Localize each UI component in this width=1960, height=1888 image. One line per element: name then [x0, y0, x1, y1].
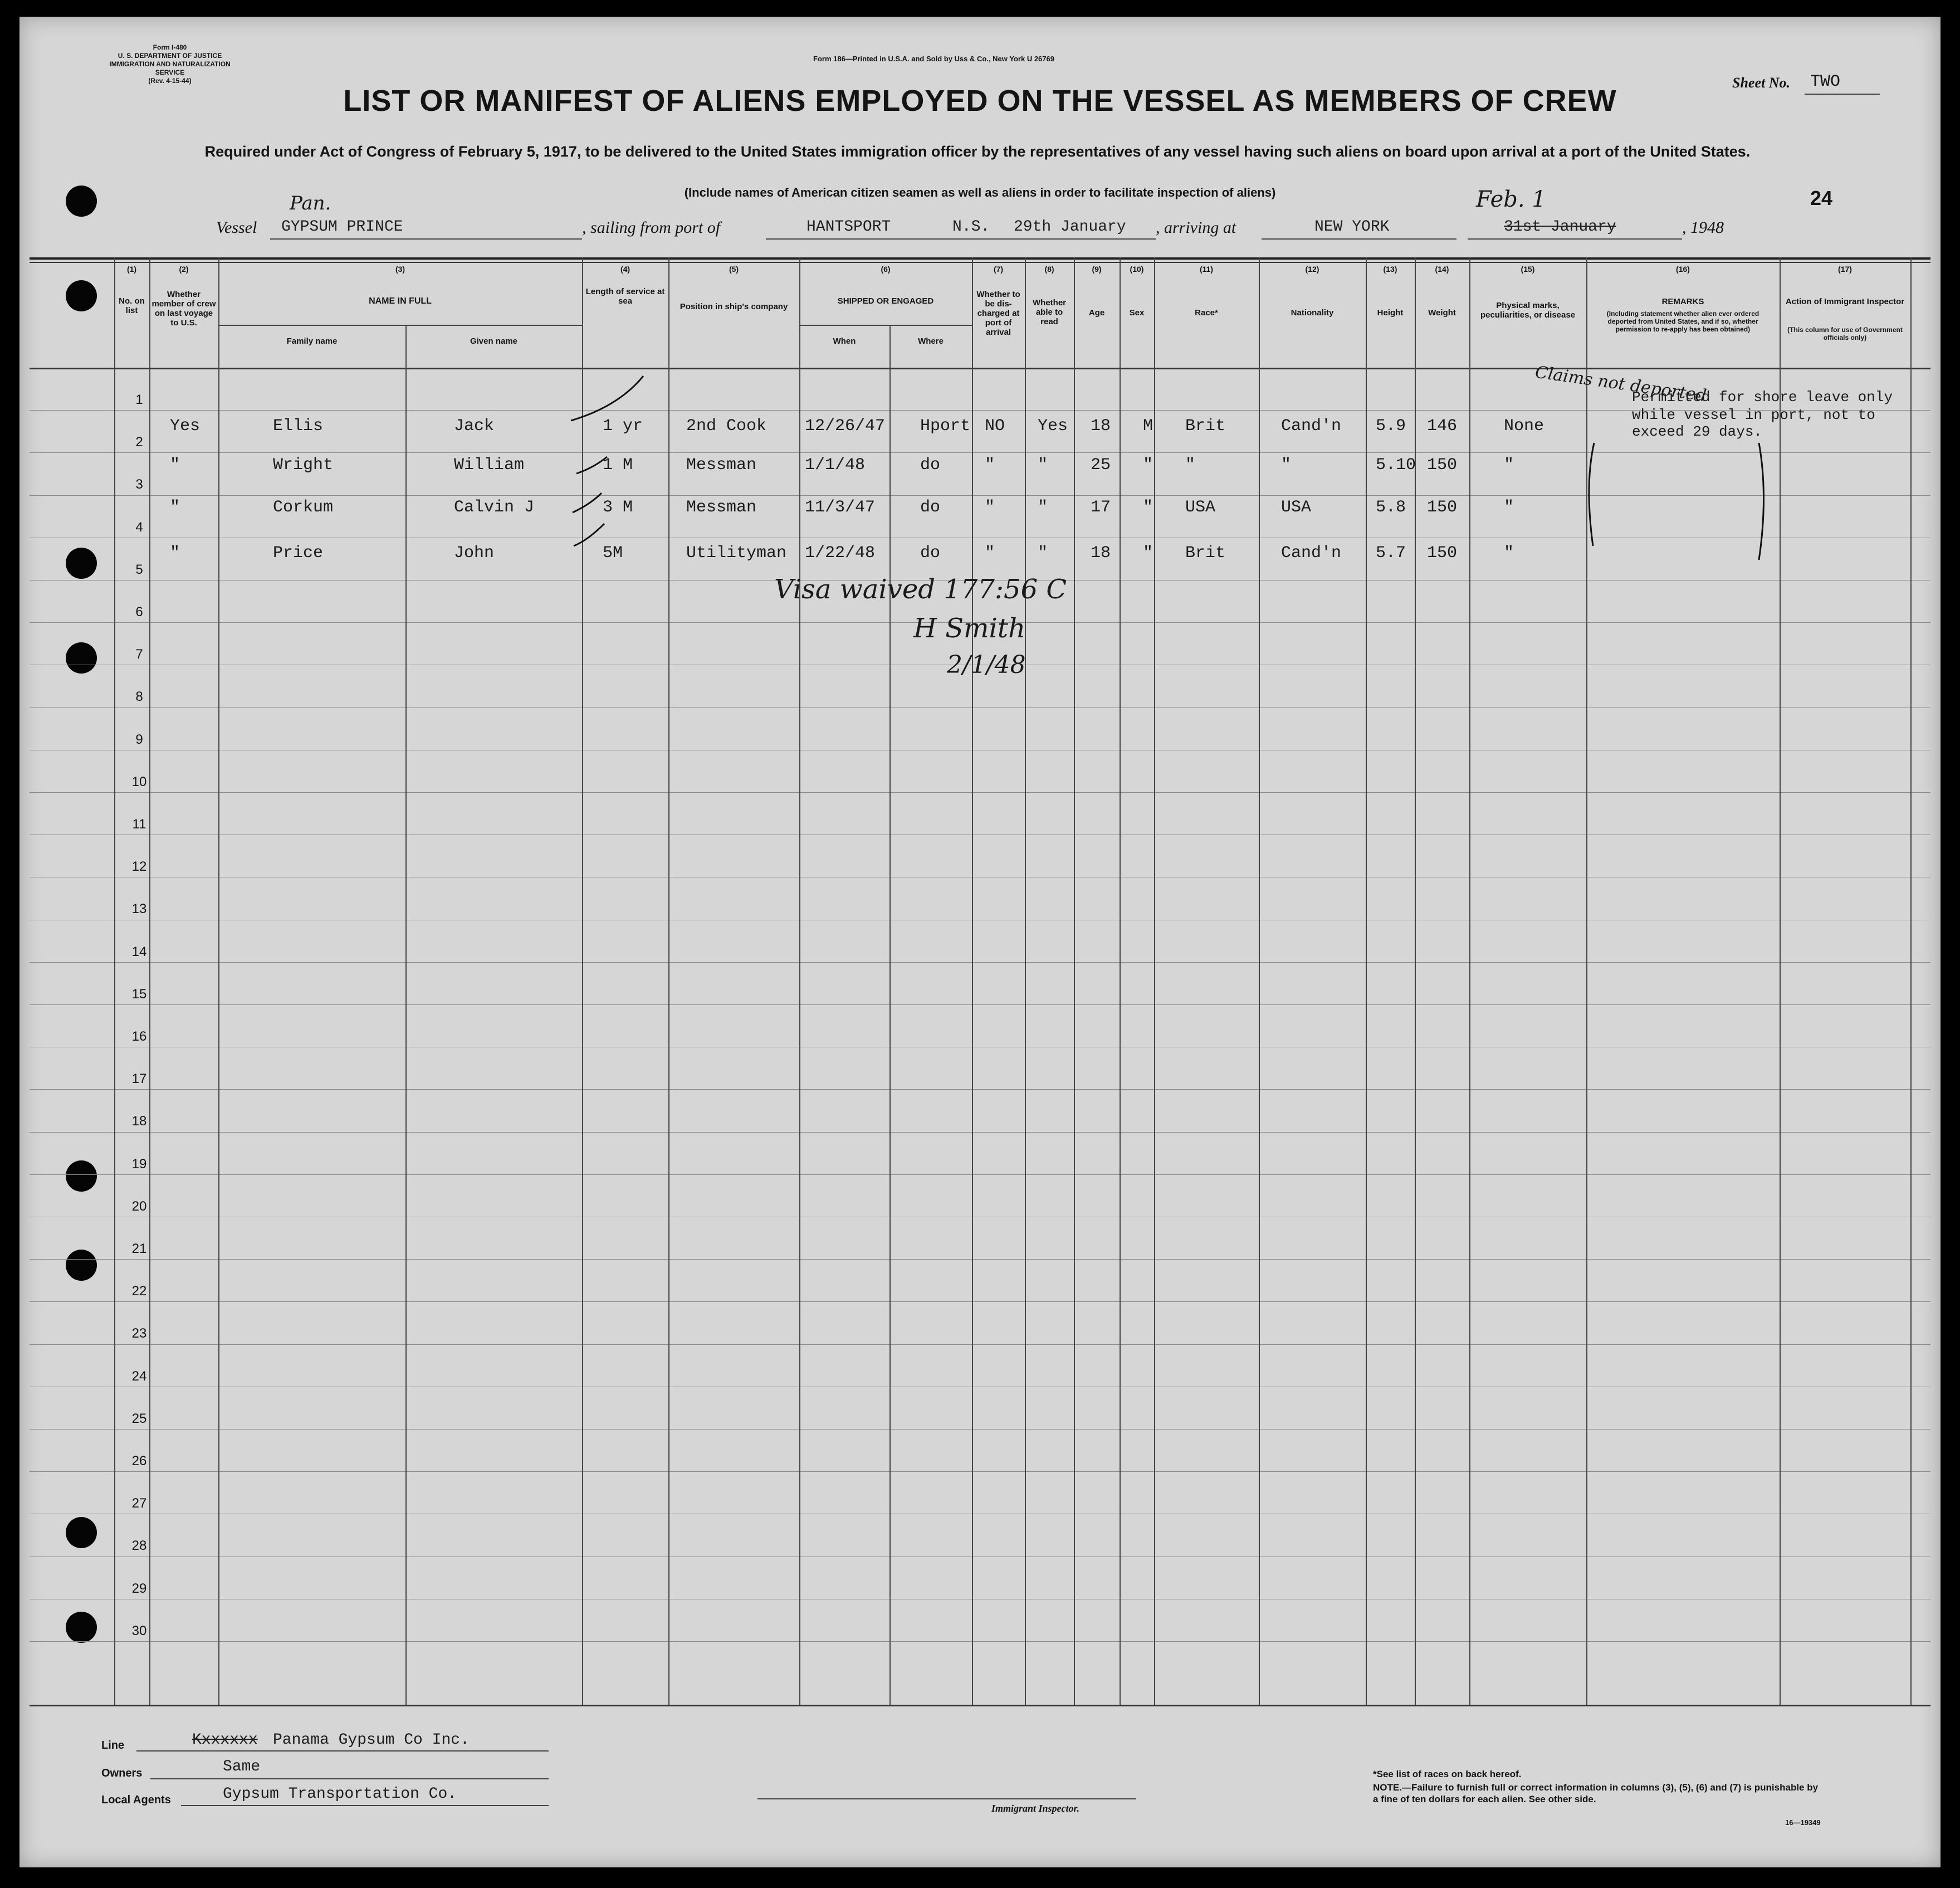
- column-number: (3): [395, 265, 405, 274]
- row-number: 28: [131, 1538, 147, 1553]
- column-number: (10): [1130, 265, 1144, 274]
- row-number: 19: [131, 1157, 147, 1172]
- col-where: Where: [918, 336, 944, 346]
- row-number: 14: [131, 944, 147, 959]
- visa-note: Visa waived 177:56 C: [774, 574, 1067, 605]
- crew-position: Messman: [686, 456, 757, 475]
- col-name-in-full: NAME IN FULL: [369, 296, 432, 306]
- punch-hole: [66, 548, 97, 579]
- form-id-block: [103, 43, 237, 85]
- row-number: 22: [131, 1284, 147, 1299]
- column-header: Whether to be dis-charged at port of arrival: [976, 290, 1020, 337]
- crew-marks: ": [1504, 498, 1514, 517]
- line-label: Line: [101, 1739, 125, 1752]
- vessel-hand-note: Pan.: [290, 192, 331, 214]
- crew-nationality: Cand'n: [1281, 417, 1342, 436]
- crew-age: 18: [1091, 544, 1111, 563]
- form-id-line: U. S. DEPARTMENT OF JUSTICE: [118, 52, 222, 60]
- crew-read: ": [1038, 456, 1048, 475]
- row-number: 1: [135, 392, 143, 407]
- owners-value: Same: [223, 1758, 261, 1775]
- col-inspector-note: (This column for use of Government officials only): [1787, 326, 1903, 342]
- crew-where: do: [920, 456, 941, 475]
- visa-date: 2/1/48: [947, 651, 1026, 679]
- crew-when: 12/26/47: [805, 417, 886, 436]
- column-number: (1): [126, 265, 137, 274]
- sheet-no-value: TWO: [1810, 72, 1841, 91]
- col-shipped-engaged: SHIPPED OR ENGAGED: [837, 296, 934, 306]
- page-number: 24: [1810, 187, 1833, 209]
- row-number: 30: [131, 1623, 147, 1638]
- crew-weight: 150: [1427, 544, 1458, 563]
- crew-race: Brit: [1185, 417, 1226, 436]
- crew-service: 1 yr: [603, 417, 643, 436]
- punch-hole: [66, 1517, 97, 1548]
- punch-hole: [66, 642, 97, 674]
- column-number: (5): [729, 265, 739, 274]
- row-number: 24: [131, 1369, 147, 1384]
- visa-signature: H Smith: [913, 613, 1026, 644]
- remarks-line: Permitted for shore leave only: [1632, 389, 1893, 406]
- crew-last-voyage: Yes: [170, 417, 201, 436]
- row-number: 3: [135, 477, 143, 492]
- col-family-name: Family name: [286, 336, 338, 346]
- crew-height: 5.8: [1376, 498, 1406, 517]
- crew-sex: ": [1143, 456, 1153, 475]
- form-code: 16—19349: [1785, 1818, 1821, 1827]
- remarks-line: while vessel in port, not to: [1632, 407, 1875, 423]
- column-number: (14): [1435, 265, 1449, 274]
- column-number: (13): [1383, 265, 1397, 274]
- crew-read: ": [1038, 544, 1048, 563]
- row-number: 13: [131, 901, 147, 916]
- column-number: (12): [1305, 265, 1319, 274]
- vessel-value: GYPSUM PRINCE: [281, 218, 403, 236]
- crew-service: 1 M: [603, 456, 633, 475]
- column-header: Age: [1088, 308, 1105, 318]
- crew-weight: 150: [1427, 498, 1458, 517]
- column-number: (16): [1676, 265, 1690, 274]
- row-number: 9: [135, 732, 143, 747]
- crew-race: Brit: [1185, 544, 1226, 563]
- crew-race: ": [1185, 456, 1196, 475]
- crew-position: 2nd Cook: [686, 417, 767, 436]
- printer-line: Form 186—Printed in U.S.A. and Sold by Uss & Co., New York U 26769: [813, 55, 1054, 63]
- row-number: 11: [132, 817, 146, 832]
- column-header: Height: [1377, 308, 1404, 318]
- agents-label: Local Agents: [101, 1794, 171, 1806]
- remarks-hand: Claims not deported: [1534, 362, 1708, 406]
- col-inspector: Action of Immigrant Inspector: [1785, 297, 1905, 306]
- row-number: 5: [135, 562, 143, 577]
- crew-family: Ellis: [273, 417, 324, 436]
- crew-height: 5.9: [1376, 417, 1406, 436]
- column-number: (4): [620, 265, 630, 274]
- sailing-label: , sailing from port of: [582, 218, 721, 237]
- crew-given: Jack: [454, 417, 495, 436]
- include-text: (Include names of American citizen seamen as well as aliens in order to facilitate inspection of aliens): [684, 186, 1276, 199]
- form-id-line: (Rev. 4-15-44): [148, 77, 192, 85]
- crew-age: 18: [1091, 417, 1111, 436]
- crew-race: USA: [1185, 498, 1216, 517]
- crew-given: John: [454, 544, 495, 563]
- crew-weight: 146: [1427, 417, 1458, 436]
- sailing-port: HANTSPORT: [807, 218, 891, 236]
- remarks-line: exceed 29 days.: [1632, 423, 1763, 440]
- required-text: Required under Act of Congress of February 5, 1917, to be delivered to the United States immigration officer by the representatives of any vessel having such aliens on board upon arrival at a port of the United States.: [204, 143, 1751, 160]
- crew-when: 11/3/47: [805, 498, 876, 517]
- column-number: (2): [179, 265, 189, 274]
- crew-family: Price: [273, 544, 324, 563]
- column-header: Nationality: [1291, 308, 1334, 318]
- col-when: When: [833, 336, 856, 346]
- crew-age: 25: [1091, 456, 1111, 475]
- row-number: 8: [135, 689, 143, 704]
- arriving-label: , arriving at: [1156, 218, 1236, 237]
- row-number: 12: [131, 859, 147, 874]
- crew-marks: ": [1504, 544, 1514, 563]
- agents-value: Gypsum Transportation Co.: [223, 1785, 457, 1803]
- crew-family: Wright: [273, 456, 334, 475]
- crew-where: Hport: [920, 417, 971, 436]
- races-note: *See list of races on back hereof.: [1373, 1769, 1522, 1779]
- punch-hole: [66, 1160, 97, 1192]
- row-number: 7: [135, 647, 143, 662]
- crew-height: 5.7: [1376, 544, 1406, 563]
- crew-where: do: [920, 544, 941, 563]
- col-remarks-note: (Including statement whether alien ever ordered deported from United States, and if so, whether permission to re-apply has been obtained): [1606, 310, 1759, 333]
- sailing-port-province: N.S.: [952, 218, 990, 236]
- column-header: Weight: [1428, 308, 1456, 318]
- crew-sex: ": [1143, 498, 1153, 517]
- page-title: LIST OR MANIFEST OF ALIENS EMPLOYED ON THE VESSEL AS MEMBERS OF CREW: [343, 84, 1617, 118]
- penalty-note: NOTE.—Failure to furnish full or correct information in columns (3), (5), (6) and (7) is punishable by a fine of ten dollars for each alien. See other side.: [1373, 1782, 1819, 1804]
- crew-discharged: ": [985, 456, 995, 475]
- column-number: (11): [1199, 265, 1214, 274]
- arriving-port: NEW YORK: [1314, 218, 1390, 236]
- row-number: 23: [131, 1326, 147, 1341]
- column-header: Whether able to read: [1033, 298, 1066, 326]
- punch-hole: [66, 1612, 97, 1643]
- row-number: 29: [131, 1581, 147, 1596]
- column-header: Sex: [1129, 308, 1145, 318]
- crew-nationality: Cand'n: [1281, 544, 1342, 563]
- crew-nationality: ": [1281, 456, 1292, 475]
- column-number: (15): [1521, 265, 1535, 274]
- crew-discharged: ": [985, 498, 995, 517]
- column-number: (17): [1838, 265, 1852, 274]
- arriving-date-struck: 31st January: [1504, 218, 1616, 236]
- crew-last-voyage: ": [170, 456, 180, 475]
- column-number: (6): [881, 265, 891, 274]
- crew-last-voyage: ": [170, 544, 180, 563]
- crew-marks: ": [1504, 456, 1514, 475]
- row-number: 21: [131, 1241, 147, 1256]
- crew-nationality: USA: [1281, 498, 1312, 517]
- remarks-bracket: [1582, 440, 1771, 568]
- col-given-name: Given name: [470, 336, 518, 346]
- crew-service: 3 M: [603, 498, 633, 517]
- column-header: Position in ship's company: [680, 302, 788, 311]
- crew-height: 5.10: [1376, 456, 1416, 475]
- sailing-date: 29th January: [1014, 218, 1126, 236]
- crew-position: Utilityman: [686, 544, 787, 563]
- crew-last-voyage: ": [170, 498, 180, 517]
- crew-discharged: NO: [985, 417, 1005, 436]
- column-header: Race*: [1195, 308, 1218, 318]
- crew-given: Calvin J: [454, 498, 535, 517]
- vessel-label: Vessel: [216, 218, 257, 237]
- column-header: Length of service at sea: [585, 287, 665, 306]
- check-marks: [563, 373, 652, 557]
- form-id-line: IMMIGRATION AND NATURALIZATION SERVICE: [109, 60, 231, 76]
- crew-read: ": [1038, 498, 1048, 517]
- row-number: 17: [131, 1071, 147, 1086]
- form-id-line: Form I-480: [153, 43, 187, 51]
- line-struck: Kxxxxxx: [192, 1731, 258, 1749]
- crew-read: Yes: [1038, 417, 1068, 436]
- inspector-label: Immigrant Inspector.: [991, 1803, 1080, 1814]
- punch-hole: [66, 280, 97, 311]
- crew-marks: None: [1504, 417, 1544, 436]
- crew-family: Corkum: [273, 498, 334, 517]
- line-value: Panama Gypsum Co Inc.: [273, 1731, 470, 1749]
- arriving-date-hand: Feb. 1: [1476, 187, 1546, 212]
- year-label: , 1948: [1682, 218, 1724, 237]
- row-number: 27: [131, 1496, 147, 1511]
- column-number: (9): [1092, 265, 1102, 274]
- crew-sex: M: [1143, 417, 1153, 436]
- crew-where: do: [920, 498, 941, 517]
- crew-service: 5M: [603, 544, 623, 563]
- row-number: 16: [131, 1029, 147, 1044]
- column-header: No. on list: [119, 296, 145, 315]
- row-number: 10: [131, 774, 147, 789]
- row-number: 4: [135, 520, 143, 535]
- crew-given: William: [454, 456, 525, 475]
- crew-age: 17: [1091, 498, 1111, 517]
- crew-sex: ": [1143, 544, 1153, 563]
- sheet-no-label: Sheet No.: [1732, 75, 1790, 91]
- row-number: 6: [135, 604, 143, 619]
- crew-discharged: ": [985, 544, 995, 563]
- crew-when: 1/22/48: [805, 544, 876, 563]
- crew-when: 1/1/48: [805, 456, 866, 475]
- column-header: Physical marks, peculiarities, or disease: [1480, 301, 1576, 320]
- row-number: 26: [131, 1453, 147, 1469]
- row-number: 20: [131, 1199, 147, 1214]
- column-header: Whether member of crew on last voyage to U.S.: [151, 290, 216, 328]
- crew-position: Messman: [686, 498, 757, 517]
- col-remarks: REMARKS: [1661, 297, 1704, 306]
- row-number: 18: [131, 1114, 147, 1129]
- row-number: 15: [131, 987, 147, 1002]
- owners-label: Owners: [101, 1767, 143, 1779]
- punch-hole: [66, 1250, 97, 1281]
- column-number: (7): [993, 265, 1004, 274]
- crew-weight: 150: [1427, 456, 1458, 475]
- row-number: 25: [131, 1411, 147, 1426]
- column-number: (8): [1044, 265, 1054, 274]
- row-number: 2: [135, 435, 143, 450]
